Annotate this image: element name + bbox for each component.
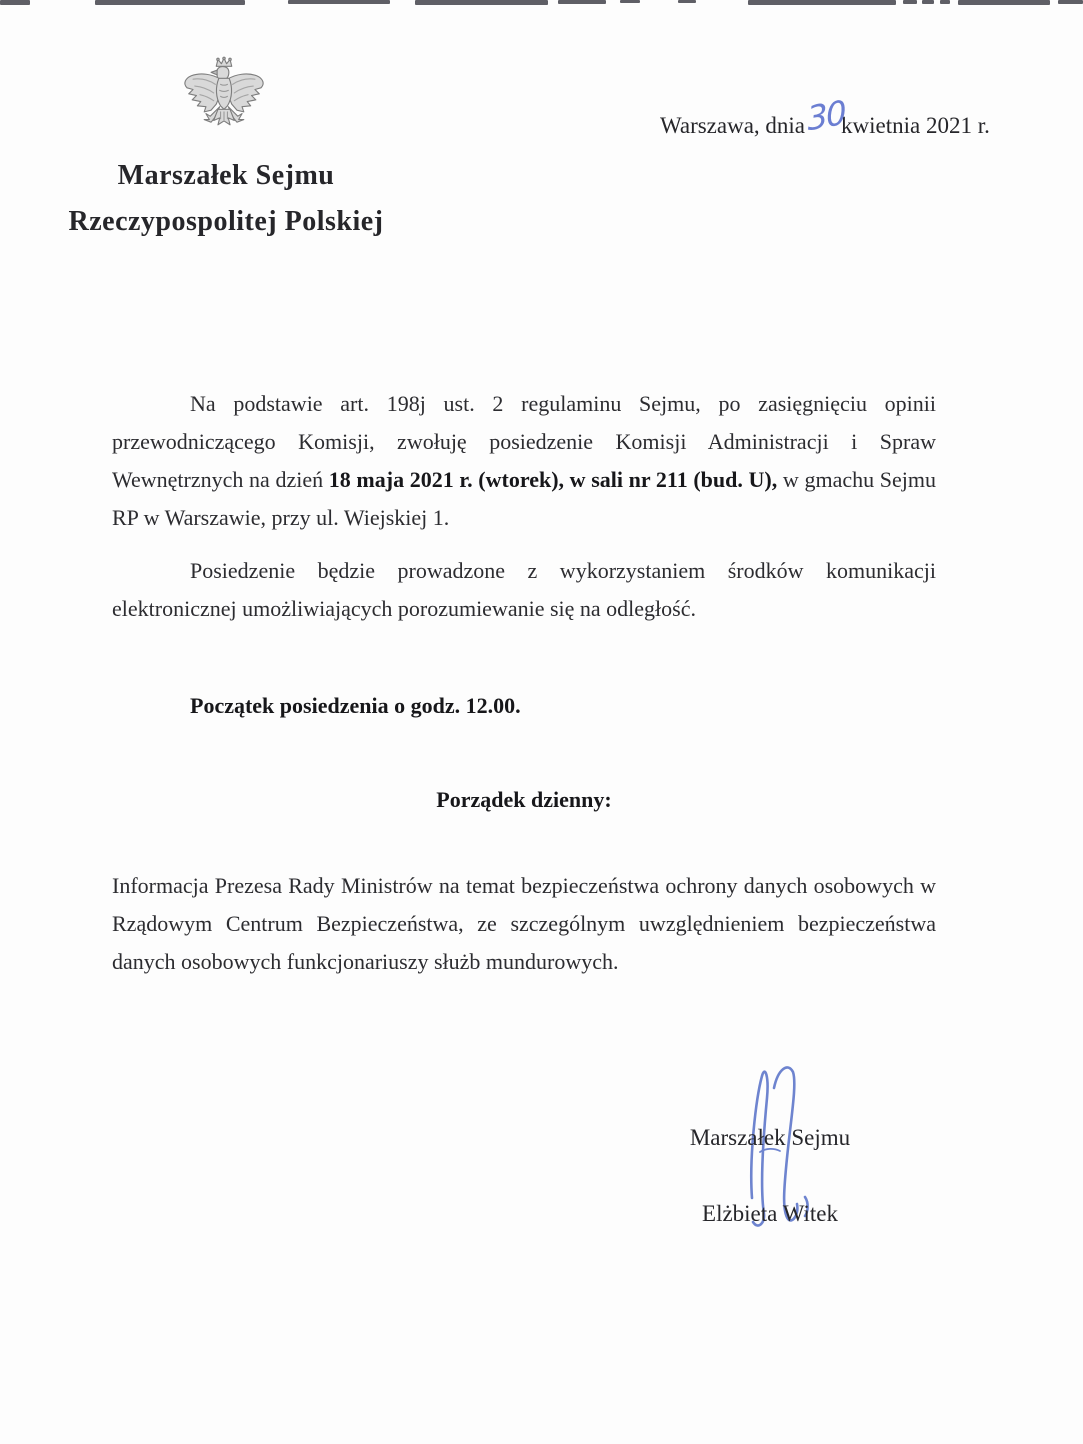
handwritten-date-day: 30 (805, 92, 847, 139)
signature-block (620, 1058, 920, 1253)
date-line (660, 92, 1040, 139)
meeting-start-time: Początek posiedzenia o godz. 12.00. (190, 693, 521, 718)
polish-eagle-emblem (181, 56, 267, 154)
date-suffix: kwietnia 2021 r. (841, 113, 990, 138)
signature-name: Elżbieta Witek (702, 1201, 838, 1226)
meeting-date-room-bold: 18 maja 2021 r. (wtorek), w sali nr 211 (bud. U), (328, 467, 778, 492)
paragraph-convocation (112, 385, 936, 537)
sender-title-line2: Rzeczypospolitej Polskiej (68, 206, 384, 237)
convocation-text-post: w gmachu Sejmu RP w Warszawie, przy ul. Wiejskiej 1. (112, 467, 936, 530)
date-prefix: Warszawa, dnia (660, 113, 806, 138)
paragraph-remote-participation: Posiedzenie będzie prowadzone z wykorzystaniem środków komunikacji elektronicznej umożliwiających porozumiewanie się na odległość. (112, 558, 936, 621)
sender-title-line1: Marszałek Sejmu (117, 160, 335, 191)
letter-body (112, 385, 936, 981)
agenda-heading: Porządek dzienny: (436, 787, 612, 812)
sender-header (40, 160, 412, 238)
convocation-text-pre: Na podstawie art. 198j ust. 2 regulaminu Sejmu, po zasięgnięciu opinii przewodniczącego Komisji, zwołuję posiedzenie Komisji Administracji i Spraw Wewnętrznych na dzień (112, 391, 936, 492)
agenda-item: Informacja Prezesa Rady Ministrów na temat bezpieczeństwa ochrony danych osobowych w Rządowym Centrum Bezpieczeństwa, ze szczególnym uwzględnieniem bezpieczeństwa danych osobowych funkcjonariuszy służb mundurowych. (112, 873, 936, 974)
signature-title: Marszałek Sejmu (689, 1125, 851, 1150)
